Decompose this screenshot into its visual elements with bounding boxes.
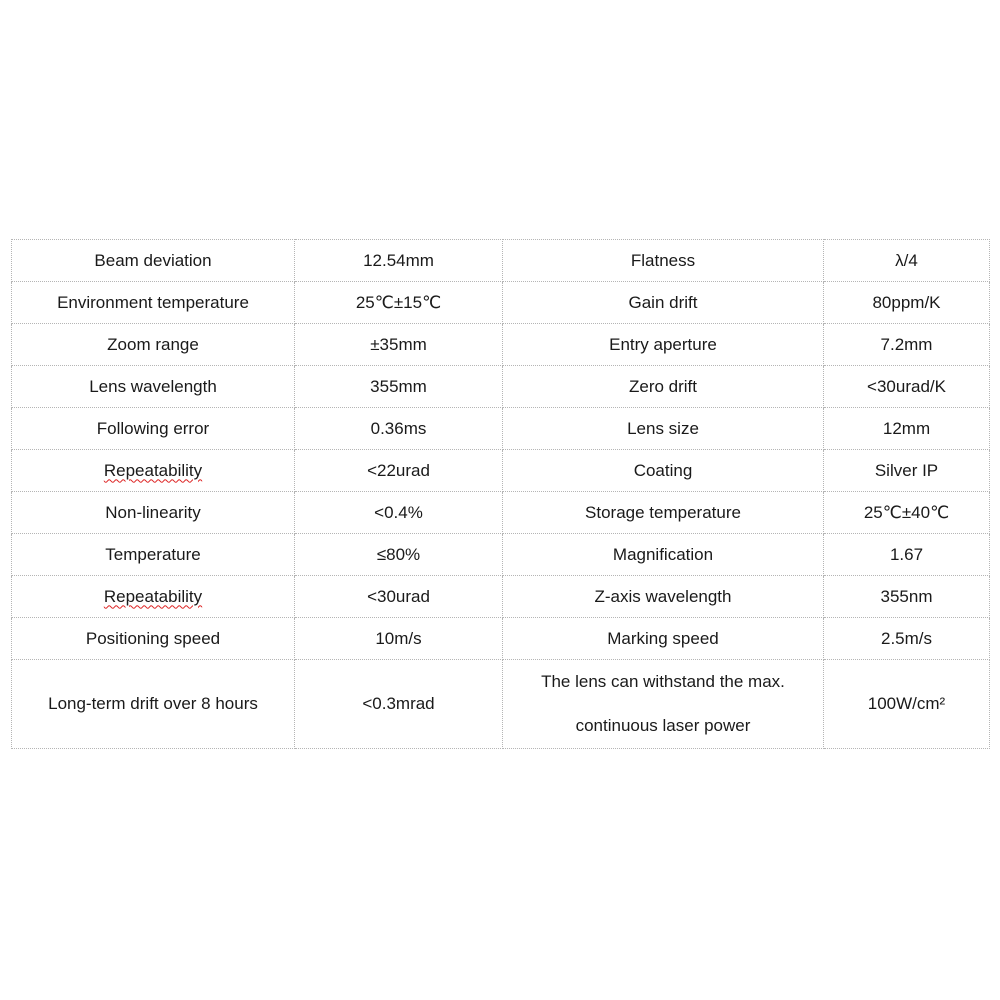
spec-label (12, 576, 295, 618)
spec-label: Magnification (503, 534, 824, 576)
spec-label: Lens size (503, 408, 824, 450)
spec-value: 0.36ms (295, 408, 503, 450)
spec-value: 12.54mm (295, 240, 503, 282)
spec-label-text: Repeatability (103, 586, 203, 606)
table-row (12, 240, 990, 282)
spec-label: Zero drift (503, 366, 824, 408)
spec-label: Zoom range (12, 324, 295, 366)
spec-label: Beam deviation (12, 240, 295, 282)
spec-value: <0.4% (295, 492, 503, 534)
table-row (12, 534, 990, 576)
spec-label: Lens wavelength (12, 366, 295, 408)
spec-label: Environment temperature (12, 282, 295, 324)
spec-label: Coating (503, 450, 824, 492)
spec-value: 355mm (295, 366, 503, 408)
spec-value: 355nm (824, 576, 990, 618)
table-row (12, 366, 990, 408)
spec-label: Z-axis wavelength (503, 576, 824, 618)
spec-value: <0.3mrad (295, 660, 503, 749)
spec-label: Following error (12, 408, 295, 450)
spec-label: Temperature (12, 534, 295, 576)
table-row (12, 450, 990, 492)
spec-label: Storage temperature (503, 492, 824, 534)
table-row (12, 618, 990, 660)
spec-value: 100W/cm² (824, 660, 990, 749)
spec-label: Gain drift (503, 282, 824, 324)
spec-value: 1.67 (824, 534, 990, 576)
spec-value: ±35mm (295, 324, 503, 366)
spec-label-line: continuous laser power (575, 716, 751, 735)
spec-value: ≤80% (295, 534, 503, 576)
spec-value: 12mm (824, 408, 990, 450)
spec-label-text: Repeatability (103, 460, 203, 480)
table-row (12, 282, 990, 324)
table-row (12, 576, 990, 618)
spec-label-line: The lens can withstand the max. (541, 672, 785, 691)
spec-table (11, 239, 990, 749)
spec-value: 25℃±40℃ (824, 492, 990, 534)
spec-label (503, 660, 824, 749)
spec-value: <30urad (295, 576, 503, 618)
spec-label: Long-term drift over 8 hours (12, 660, 295, 749)
spec-value: 10m/s (295, 618, 503, 660)
spec-value: Silver IP (824, 450, 990, 492)
spec-label: Non-linearity (12, 492, 295, 534)
table-row (12, 408, 990, 450)
spec-value: 7.2mm (824, 324, 990, 366)
table-row (12, 660, 990, 749)
spec-label: Positioning speed (12, 618, 295, 660)
table-row (12, 492, 990, 534)
table-row (12, 324, 990, 366)
spec-value: <30urad/K (824, 366, 990, 408)
spec-value: 80ppm/K (824, 282, 990, 324)
spec-label (12, 450, 295, 492)
spec-value: 2.5m/s (824, 618, 990, 660)
spec-label: Flatness (503, 240, 824, 282)
spec-label: Marking speed (503, 618, 824, 660)
spec-label: Entry aperture (503, 324, 824, 366)
spec-value: λ/4 (824, 240, 990, 282)
spec-value: <22urad (295, 450, 503, 492)
spec-value: 25℃±15℃ (295, 282, 503, 324)
